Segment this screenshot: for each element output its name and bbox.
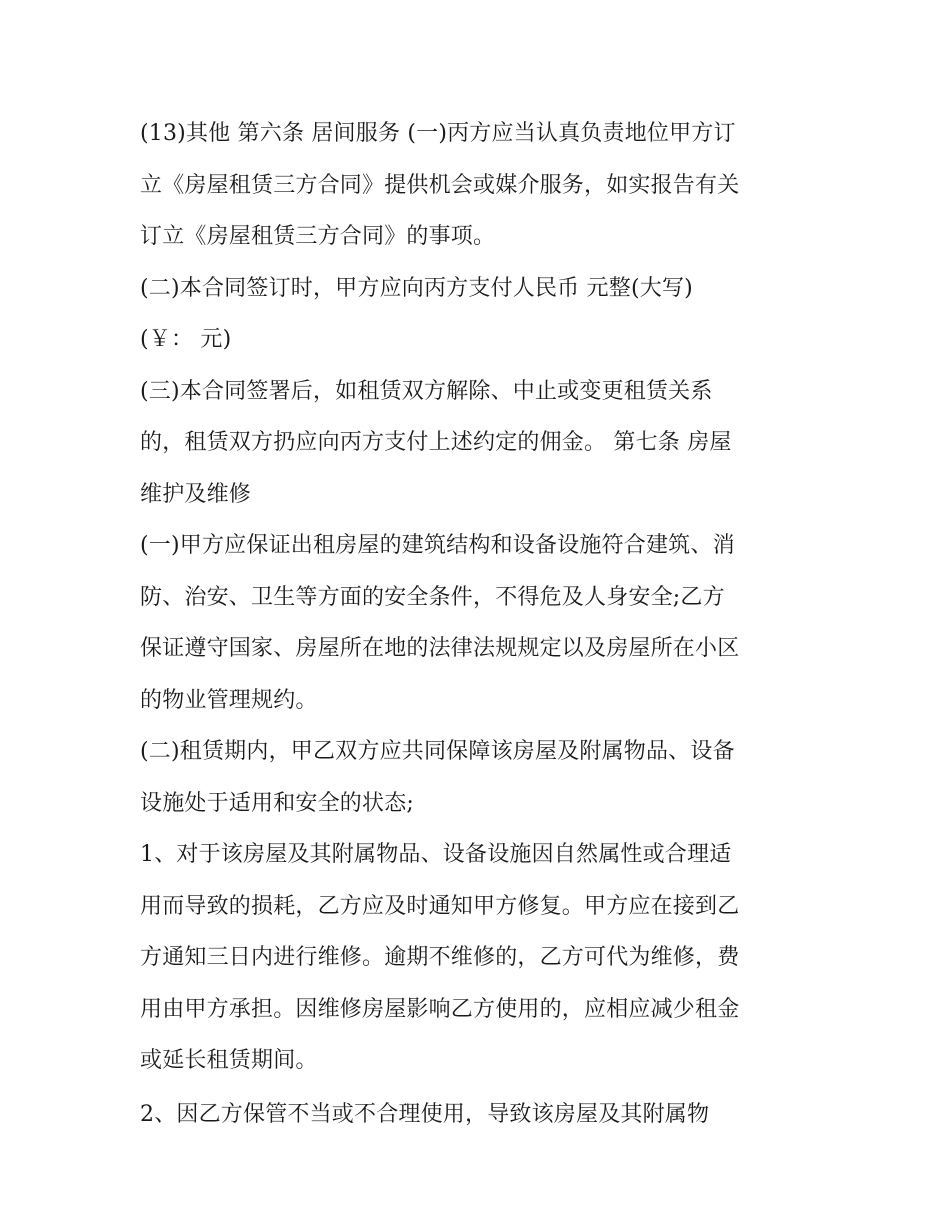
paragraph-commission-service bbox=[140, 108, 820, 263]
paragraph-repair-clause-1 bbox=[140, 829, 820, 1087]
paragraph-safety-obligations bbox=[140, 520, 820, 726]
text-line: 立《房屋租赁三方合同》提供机会或媒介服务，如实报告有关 bbox=[140, 172, 740, 198]
text-line: 的，租赁双方扔应向丙方支付上述约定的佣金。 第七条 房屋 bbox=[140, 430, 732, 455]
text-line: 的物业管理规约。 bbox=[140, 687, 318, 713]
text-line: 保证遵守国家、房屋所在地的法律法规规定以及房屋所在小区 bbox=[140, 636, 740, 661]
paragraph-repair-clause-2 bbox=[140, 1089, 820, 1141]
document-page bbox=[140, 108, 820, 1140]
text-line: (三)本合同签署后，如租赁双方解除、中止或变更租赁关系 bbox=[140, 378, 713, 404]
text-line: 防、治安、卫生等方面的安全条件，不得危及人身安全;乙方 bbox=[140, 584, 725, 610]
text-line: 1、对于该房屋及其附属物品、设备设施因自然属性或合理适 bbox=[140, 842, 732, 867]
text-line: 维护及维修 bbox=[140, 481, 252, 507]
paragraph-termination-commission bbox=[140, 366, 820, 521]
text-line: 或延长租赁期间。 bbox=[140, 1048, 318, 1073]
text-line: (一)甲方应保证出租房屋的建筑结构和设备设施符合建筑、消 bbox=[140, 533, 735, 558]
text-line: (二)本合同签订时，甲方应向丙方支付人民币 元整(大写) bbox=[140, 275, 693, 301]
paragraph-payment-amount bbox=[140, 314, 820, 366]
paragraph-payment-on-signing bbox=[140, 263, 820, 315]
text-line: 2、因乙方保管不当或不合理使用，导致该房屋及其附属物 bbox=[140, 1101, 710, 1127]
text-line: (13)其他 第六条 居间服务 (一)丙方应当认真负责地位甲方订 bbox=[140, 121, 736, 146]
text-line: 设施处于适用和安全的状态; bbox=[140, 790, 415, 816]
text-line: (￥： 元) bbox=[140, 327, 232, 352]
paragraph-joint-maintenance bbox=[140, 726, 820, 829]
text-line: (二)租赁期内，甲乙双方应共同保障该房屋及附属物品、设备 bbox=[140, 739, 735, 764]
text-line: 用由甲方承担。因维修房屋影响乙方使用的，应相应减少租金 bbox=[140, 996, 740, 1022]
text-line: 订立《房屋租赁三方合同》的事项。 bbox=[140, 224, 496, 249]
text-line: 用而导致的损耗，乙方应及时通知甲方修复。甲方应在接到乙 bbox=[140, 893, 740, 919]
text-line: 方通知三日内进行维修。逾期不维修的，乙方可代为维修，费 bbox=[140, 945, 740, 970]
